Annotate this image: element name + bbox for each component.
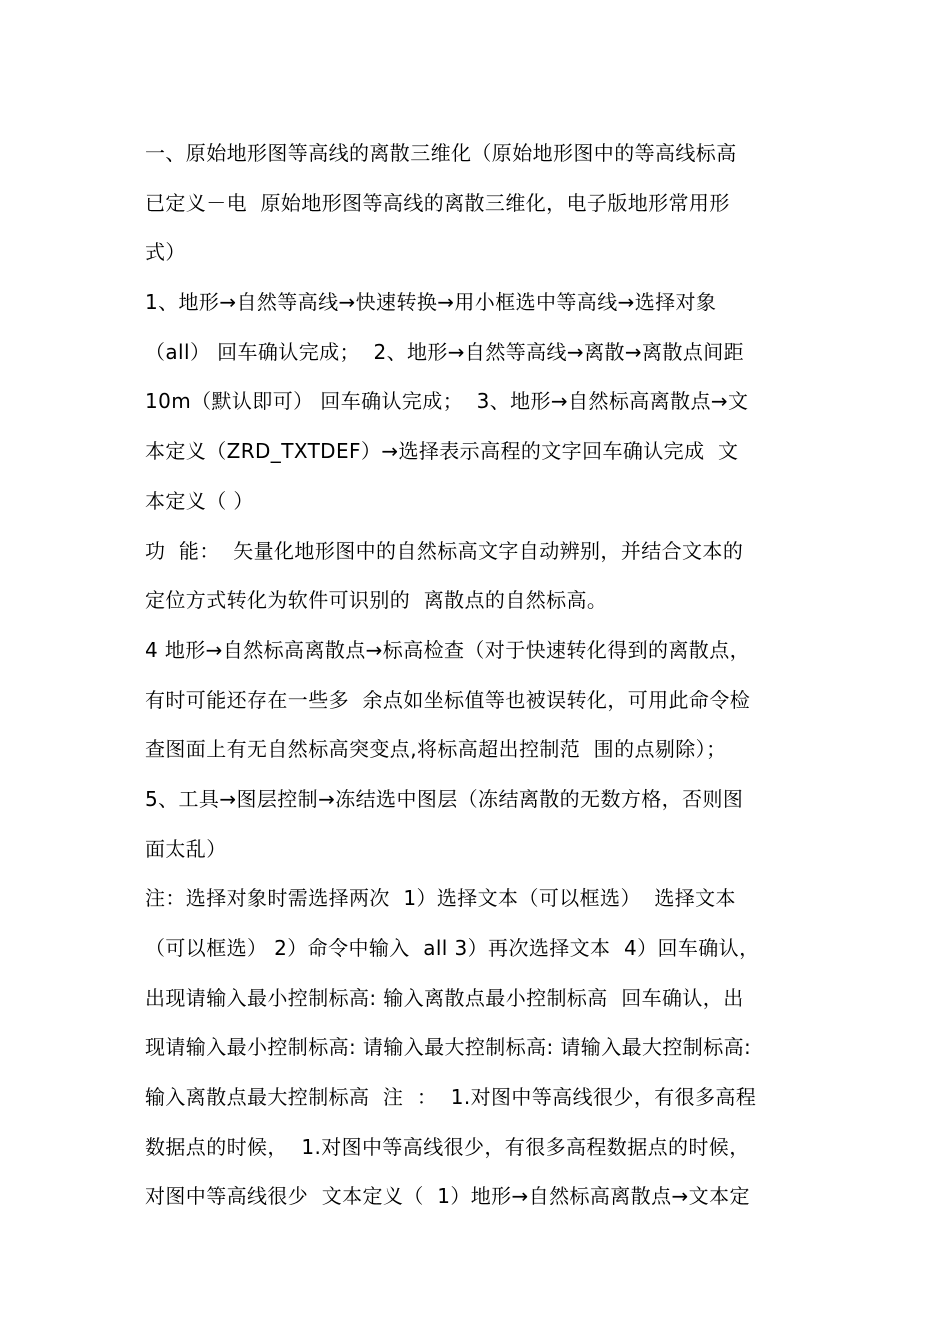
text-line: 一、原始地形图等高线的离散三维化（原始地形图中的等高线标高 xyxy=(145,141,737,165)
text-line: 式） xyxy=(145,240,186,265)
text-line: 面太乱） xyxy=(145,836,227,861)
document-body xyxy=(145,132,820,1225)
text-line: 输入离散点最大控制标高 注 ： 1.对图中等高线很少，有很多高程 xyxy=(145,1085,757,1110)
text-line: 数据点的时候， 1.对图中等高线很少，有很多高程数据点的时候， xyxy=(145,1134,750,1159)
text-line: 出现请输入最小控制标高: 输入离散点最小控制标高 回车确认，出 xyxy=(145,985,744,1010)
text-line: 1、地形→自然等高线→快速转换→用小框选中等高线→选择对象 xyxy=(145,290,717,315)
text-line: 对图中等高线很少 文本定义（ 1）地形→自然标高离散点→文本定 xyxy=(145,1184,750,1209)
text-line: （可以框选） 2）命令中输入 all 3）再次选择文本 4）回车确认， xyxy=(145,936,760,960)
text-line: 本定义（ ） xyxy=(145,488,254,513)
text-line: 注：选择对象时需选择两次 1）选择文本（可以框选） 选择文本 xyxy=(145,886,736,911)
text-line: 定位方式转化为软件可识别的 离散点的自然标高。 xyxy=(145,588,608,613)
text-line: 5、工具→图层控制→冻结选中图层（冻结离散的无数方格，否则图 xyxy=(145,786,744,811)
text-line: 现请输入最小控制标高: 请输入最大控制标高: 请输入最大控制标高: xyxy=(145,1035,752,1060)
text-line: （all） 回车确认完成； 2、地形→自然等高线→离散→离散点间距 xyxy=(145,339,745,364)
text-line: 有时可能还存在一些多 余点如坐标值等也被误转化，可用此命令检 xyxy=(145,687,751,712)
text-line: 4 地形→自然标高离散点→标高检查（对于快速转化得到的离散点， xyxy=(145,637,750,662)
text-line: 已定义－电 原始地形图等高线的离散三维化，电子版地形常用形 xyxy=(145,190,730,215)
text-line: 本定义（ZRD_TXTDEF）→选择表示高程的文字回车确认完成 文 xyxy=(145,439,739,464)
text-line: 10m（默认即可） 回车确认完成； 3、地形→自然标高离散点→文 xyxy=(145,389,749,414)
text-line: 功 能： 矢量化地形图中的自然标高文字自动辨别，并结合文本的 xyxy=(145,538,744,563)
text-line: 查图面上有无自然标高突变点,将标高超出控制范 围的点剔除）； xyxy=(145,737,727,762)
